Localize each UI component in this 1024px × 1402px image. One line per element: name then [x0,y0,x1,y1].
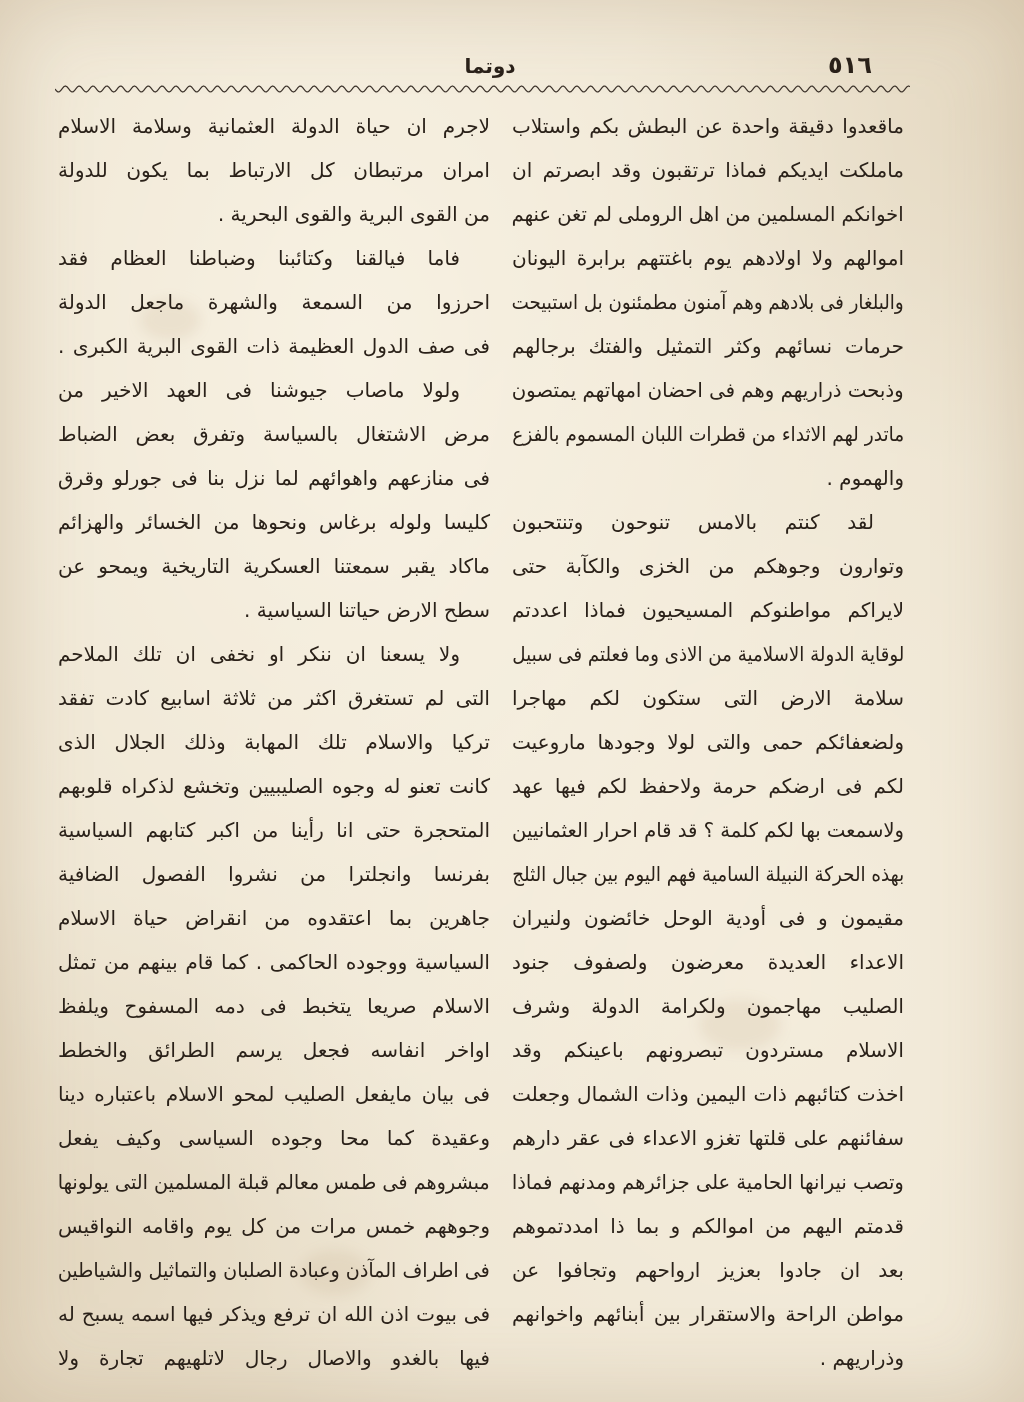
text-line [512,500,904,544]
text-line-content: بعد ان جادوا بعزيز ارواحهم وتجافوا عن [512,1258,904,1282]
text-line-content: اواخر انفاسه فجعل يرسم الطرائق والخطط [58,1038,490,1062]
text-line [58,1160,490,1204]
text-line [512,852,904,896]
text-line [512,1336,904,1380]
text-line [512,896,904,940]
text-line-content: فى بيوت اذن الله ان ترفع ويذكر فيها اسمه يسبح له [58,1302,490,1326]
text-line [58,896,490,940]
text-line [512,1248,904,1292]
text-line [512,544,904,588]
text-line [58,368,490,412]
text-line [58,676,490,720]
text-line-content: لوقاية الدولة الاسلامية من الاذى وما فعلتم فى سبيل [512,642,904,666]
text-line-content: احرزوا من السمعة والشهرة ماجعل الدولة [58,290,490,314]
text-line-content: امران مرتبطان كل الارتباط بما يكون للدولة [58,158,490,182]
text-line [58,764,490,808]
text-line [58,984,490,1028]
text-line-content: لكم فى ارضكم حرمة ولاحفظ لكم فيها عهد [512,774,904,798]
paragraph [58,236,490,368]
text-line [58,500,490,544]
text-line [58,1204,490,1248]
text-line-content: وعقيدة كما محا وجوده السياسى وكيف يفعل [58,1126,490,1150]
text-line-content: كليسا ولوله برغاس ونحوها من الخسائر والهزائم [58,510,490,534]
text-line-content: من القوى البرية والقوى البحرية . [217,202,490,226]
paragraph [512,500,904,1380]
header-rule [55,82,910,96]
text-line [58,1336,490,1380]
text-line-content: اموالهم ولا اولادهم يوم باغتتهم برابرة اليونان [512,246,904,270]
text-line [512,1028,904,1072]
paragraph [58,368,490,632]
text-line-content: التى لم تستغرق اكثر من ثلاثة اسابيع كادت تفقد [58,686,490,710]
text-line [58,720,490,764]
text-line-content: ولاسمعت بها لكم كلمة ؟ قد قام احرار العثمانيين [512,818,904,842]
text-line [512,940,904,984]
text-line [512,456,904,500]
text-line-content: لقد كنتم بالامس تنوحون وتنتحبون [512,510,874,534]
text-line-content: ماقعدوا دقيقة واحدة عن البطش بكم واستلاب [512,114,904,138]
text-line-content: ماكاد يقبر سمعتنا العسكرية التاريخية ويمحو عن [58,554,490,578]
text-line [512,1160,904,1204]
text-line-content: المتحجرة حتى انا رأينا من اكبر كتابهم السياسية [58,818,490,842]
running-title: دوتما [464,54,516,78]
text-line-content: قدمتم اليهم من اموالكم و بما ذا امددتموهم [512,1214,904,1238]
text-line [58,544,490,588]
text-line [512,808,904,852]
text-line-content: فى صف الدول العظيمة ذات القوى البرية الكبرى . [58,334,490,358]
text-line-content: فيها بالغدو والاصال رجال لاتلهيهم تجارة ولا [58,1346,490,1370]
text-line [58,1292,490,1336]
text-line-content: اخوانكم المسلمين من اهل الروملى لم تغن عنهم [512,202,904,226]
text-line [58,148,490,192]
text-line-content: وتوارون وجوهكم من الخزى والكآبة حتى [512,554,904,578]
text-line-content: مواطن الراحة والاستقرار بين أبنائهم واخوانهم [512,1302,904,1326]
text-line [58,808,490,852]
text-line-content: ولضعفائكم حمى والتى لولا وجودها ماروعيت [512,730,904,754]
left-column [58,104,490,1380]
text-line-content: فى اطراف المآذن وعبادة الصلبان والتماثيل والشياطين [58,1258,490,1282]
text-line [512,104,904,148]
text-line [512,192,904,236]
text-line-content: جاهرين بما اعتقدوه من انقراض حياة الاسلام [58,906,490,930]
text-line [58,940,490,984]
text-line [58,1248,490,1292]
text-line [512,1292,904,1336]
text-line [512,1204,904,1248]
text-line [512,1072,904,1116]
text-line-content: سلامة الارض التى ستكون لكم مهاجرا [512,686,904,710]
text-line-content: اخذت كتائبهم ذات اليمين وذات الشمال وجعلت [512,1082,904,1106]
text-line [58,104,490,148]
text-line [58,852,490,896]
text-line-content: وذراريهم . [819,1346,904,1370]
text-line-content: وذبحت ذراريهم وهم فى احضان امهاتهم يمتصون [512,378,904,402]
text-line-content: بفرنسا وانجلترا من نشروا الفصول الضافية [58,862,490,886]
right-column [512,104,904,1380]
text-line-content: الصليب مهاجمون ولكرامة الدولة وشرف [512,994,904,1018]
text-line [512,148,904,192]
text-line-content: وجوههم خمس مرات من كل يوم واقامه النواقيس [58,1214,490,1238]
text-line [512,280,904,324]
text-line-content: فى منازعهم واهوائهم لما نزل بنا فى جورلو وقرق [58,466,490,490]
text-line-content: سفائنهم على قلتها تغزو الاعداء فى عقر دارهم [512,1126,904,1150]
text-line [58,588,490,632]
text-line-content: لايراكم مواطنوكم المسيحيون فماذا اعددتم [512,598,904,622]
text-line-content: ولولا ماصاب جيوشنا فى العهد الاخير من [58,378,460,402]
text-line-content: مقيمون و فى أودية الوحل خائضون ولنيران [512,906,904,930]
text-line [58,236,490,280]
text-line-content: الاسلام مستردون تبصرونهم باعينكم وقد [512,1038,904,1062]
paragraph [58,104,490,236]
text-line-content: كانت تعنو له وجوه الصليبيين وتخشع لذكراه قلوبهم [58,774,490,798]
text-line [58,280,490,324]
text-line-content: لاجرم ان حياة الدولة العثمانية وسلامة الاسلام [58,114,490,138]
text-line [58,1072,490,1116]
text-line [512,412,904,456]
text-line [512,1116,904,1160]
text-line [512,588,904,632]
text-line [512,764,904,808]
text-line-content: ولا يسعنا ان ننكر او نخفى ان تلك الملاحم [58,642,460,666]
text-line-content: مرض الاشتغال بالسياسة وتفرق بعض الضباط [58,422,490,446]
text-line-content: مبشروهم فى طمس معالم قبلة المسلمين التى يولونها [58,1170,490,1194]
text-line-content: ماتدر لهم الاثداء من قطرات اللبان المسموم بالفزع [512,422,904,446]
text-line-content: الاسلام صريعا يتخبط فى دمه المسفوح ويلفظ [58,994,490,1018]
text-line-content: السياسية ووجوده الحاكمى . كما قام بينهم من تمثل [58,950,490,974]
text-line [58,324,490,368]
text-line [58,192,490,236]
text-line [58,412,490,456]
text-line-content: وتصب نيرانها الحامية على جزائرهم ومدنهم فماذا [512,1170,904,1194]
text-line [58,1028,490,1072]
paragraph [512,104,904,500]
text-line [512,236,904,280]
text-line [512,632,904,676]
text-line [58,456,490,500]
text-line [512,984,904,1028]
paragraph [58,632,490,1380]
text-line [58,632,490,676]
text-line-content: فى بيان مايفعل الصليب لمحو الاسلام باعتباره دينا [58,1082,490,1106]
text-line [512,676,904,720]
text-line-content: ماملكت ايديكم فماذا ترتقبون وقد ابصرتم ان [512,158,904,182]
text-line-content: فاما فيالقنا وكتائبنا وضباطنا العظام فقد [58,246,460,270]
text-line [512,368,904,412]
text-line [512,324,904,368]
page-number: ٥١٦ [828,51,872,79]
text-line-content: الاعداء العديدة معرضون ولصفوف جنود [512,950,904,974]
text-line [512,720,904,764]
text-line-content: والبلغار فى بلادهم وهم آمنون مطمئنون بل استبيحت [512,290,904,314]
text-line-content: تركيا والاسلام تلك المهابة وذلك الجلال الذى [58,730,490,754]
text-line [58,1116,490,1160]
text-line-content: سطح الارض حياتنا السياسية . [244,598,490,622]
text-line-content: بهذه الحركة النبيلة السامية فهم اليوم بين جبال الثلج [512,862,904,886]
text-line-content: والهموم . [826,466,904,490]
text-line-content: حرمات نسائهم وكثر التمثيل والفتك برجالهم [512,334,904,358]
